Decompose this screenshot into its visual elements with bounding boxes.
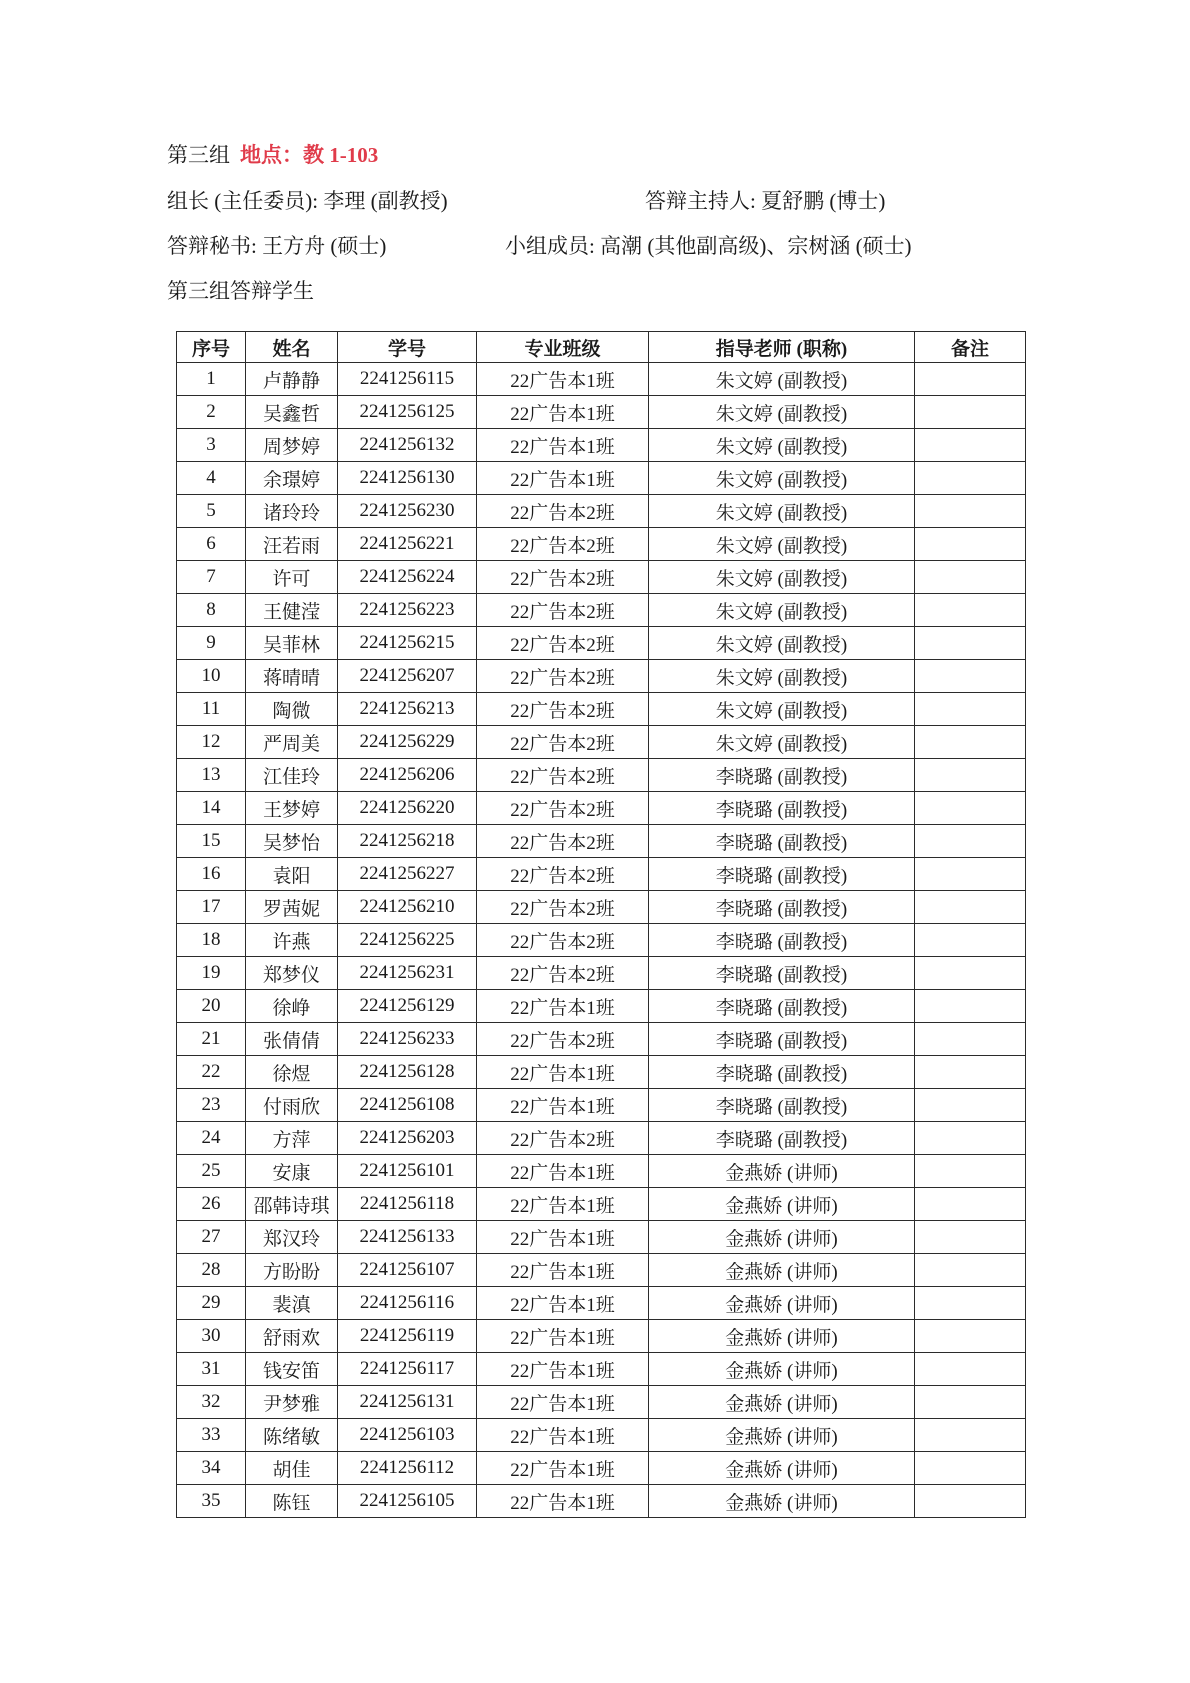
table-row [177, 1221, 1026, 1254]
cell-name: 胡佳 [246, 1452, 338, 1485]
table-row [177, 1320, 1026, 1353]
cell-note [915, 759, 1026, 792]
cell-student-id: 2241256107 [338, 1254, 477, 1287]
table-row [177, 924, 1026, 957]
cell-advisor: 朱文婷 (副教授) [649, 561, 915, 594]
cell-student-id: 2241256131 [338, 1386, 477, 1419]
cell-no: 34 [177, 1452, 246, 1485]
cell-class: 22广告本1班 [477, 1320, 649, 1353]
cell-advisor: 金燕娇 (讲师) [649, 1419, 915, 1452]
cell-class: 22广告本2班 [477, 1023, 649, 1056]
table-row [177, 825, 1026, 858]
cell-name: 陶微 [246, 693, 338, 726]
cell-advisor: 李晓璐 (副教授) [649, 1056, 915, 1089]
table-row [177, 759, 1026, 792]
cell-advisor: 李晓璐 (副教授) [649, 1089, 915, 1122]
cell-no: 10 [177, 660, 246, 693]
group-title: 第三组 [167, 143, 230, 167]
table-row [177, 528, 1026, 561]
table-row [177, 462, 1026, 495]
cell-class: 22广告本2班 [477, 891, 649, 924]
cell-note [915, 1122, 1026, 1155]
cell-student-id: 2241256116 [338, 1287, 477, 1320]
cell-class: 22广告本1班 [477, 1452, 649, 1485]
members-text: 小组成员: 高潮 (其他副高级)、宗树涵 (硕士) [505, 234, 912, 258]
cell-no: 28 [177, 1254, 246, 1287]
host-text: 答辩主持人: 夏舒鹏 (博士) [645, 189, 886, 213]
cell-student-id: 2241256223 [338, 594, 477, 627]
cell-note [915, 891, 1026, 924]
cell-advisor: 李晓璐 (副教授) [649, 825, 915, 858]
cell-class: 22广告本1班 [477, 396, 649, 429]
cell-note [915, 1353, 1026, 1386]
cell-advisor: 金燕娇 (讲师) [649, 1386, 915, 1419]
cell-student-id: 2241256132 [338, 429, 477, 462]
cell-no: 2 [177, 396, 246, 429]
table-header-row [177, 332, 1026, 363]
cell-no: 25 [177, 1155, 246, 1188]
cell-name: 裴滇 [246, 1287, 338, 1320]
cell-advisor: 金燕娇 (讲师) [649, 1221, 915, 1254]
committee-line-1 [167, 187, 1027, 215]
cell-advisor: 李晓璐 (副教授) [649, 891, 915, 924]
table-row [177, 792, 1026, 825]
cell-student-id: 2241256233 [338, 1023, 477, 1056]
cell-name: 安康 [246, 1155, 338, 1188]
cell-class: 22广告本2班 [477, 957, 649, 990]
cell-class: 22广告本2班 [477, 495, 649, 528]
cell-note [915, 1452, 1026, 1485]
cell-advisor: 朱文婷 (副教授) [649, 594, 915, 627]
cell-no: 5 [177, 495, 246, 528]
table-row [177, 561, 1026, 594]
cell-no: 8 [177, 594, 246, 627]
cell-student-id: 2241256130 [338, 462, 477, 495]
cell-class: 22广告本1班 [477, 1188, 649, 1221]
cell-advisor: 朱文婷 (副教授) [649, 396, 915, 429]
cell-advisor: 朱文婷 (副教授) [649, 726, 915, 759]
cell-student-id: 2241256118 [338, 1188, 477, 1221]
cell-student-id: 2241256221 [338, 528, 477, 561]
cell-name: 徐煜 [246, 1056, 338, 1089]
cell-advisor: 李晓璐 (副教授) [649, 858, 915, 891]
cell-advisor: 金燕娇 (讲师) [649, 1155, 915, 1188]
table-body [177, 363, 1026, 1518]
cell-note [915, 561, 1026, 594]
table-row [177, 594, 1026, 627]
cell-note [915, 429, 1026, 462]
cell-name: 诸玲玲 [246, 495, 338, 528]
cell-no: 1 [177, 363, 246, 396]
cell-no: 12 [177, 726, 246, 759]
table-row [177, 1287, 1026, 1320]
cell-advisor: 李晓璐 (副教授) [649, 792, 915, 825]
cell-no: 32 [177, 1386, 246, 1419]
table-row [177, 1386, 1026, 1419]
cell-class: 22广告本2班 [477, 858, 649, 891]
cell-note [915, 396, 1026, 429]
cell-class: 22广告本2班 [477, 825, 649, 858]
cell-name: 王健滢 [246, 594, 338, 627]
cell-class: 22广告本1班 [477, 1485, 649, 1518]
cell-class: 22广告本2班 [477, 759, 649, 792]
cell-name: 郑梦仪 [246, 957, 338, 990]
cell-note [915, 1287, 1026, 1320]
table-row [177, 1419, 1026, 1452]
cell-note [915, 1485, 1026, 1518]
cell-no: 26 [177, 1188, 246, 1221]
cell-no: 31 [177, 1353, 246, 1386]
cell-name: 徐峥 [246, 990, 338, 1023]
cell-student-id: 2241256227 [338, 858, 477, 891]
cell-class: 22广告本1班 [477, 429, 649, 462]
cell-class: 22广告本2班 [477, 660, 649, 693]
cell-name: 方萍 [246, 1122, 338, 1155]
cell-name: 许燕 [246, 924, 338, 957]
cell-advisor: 李晓璐 (副教授) [649, 759, 915, 792]
cell-advisor: 朱文婷 (副教授) [649, 462, 915, 495]
cell-note [915, 1089, 1026, 1122]
cell-name: 郑汉玲 [246, 1221, 338, 1254]
cell-note [915, 660, 1026, 693]
cell-student-id: 2241256224 [338, 561, 477, 594]
table-row [177, 1353, 1026, 1386]
cell-advisor: 李晓璐 (副教授) [649, 1122, 915, 1155]
cell-name: 舒雨欢 [246, 1320, 338, 1353]
cell-class: 22广告本2班 [477, 693, 649, 726]
table-row [177, 396, 1026, 429]
cell-advisor: 金燕娇 (讲师) [649, 1353, 915, 1386]
cell-student-id: 2241256210 [338, 891, 477, 924]
cell-advisor: 朱文婷 (副教授) [649, 660, 915, 693]
cell-note [915, 792, 1026, 825]
cell-student-id: 2241256215 [338, 627, 477, 660]
leader-text: 组长 (主任委员): 李理 (副教授) [167, 189, 448, 213]
cell-name: 江佳玲 [246, 759, 338, 792]
table-row [177, 429, 1026, 462]
cell-class: 22广告本1班 [477, 1221, 649, 1254]
location-label: 地点：教 1-103 [240, 143, 379, 167]
table-row [177, 858, 1026, 891]
cell-student-id: 2241256101 [338, 1155, 477, 1188]
students-table [176, 331, 1026, 1518]
cell-name: 余璟婷 [246, 462, 338, 495]
cell-student-id: 2241256125 [338, 396, 477, 429]
cell-student-id: 2241256128 [338, 1056, 477, 1089]
cell-student-id: 2241256225 [338, 924, 477, 957]
table-row [177, 363, 1026, 396]
cell-note [915, 990, 1026, 1023]
table-row [177, 660, 1026, 693]
group-title-line [167, 141, 378, 169]
cell-student-id: 2241256129 [338, 990, 477, 1023]
cell-no: 3 [177, 429, 246, 462]
cell-note [915, 1221, 1026, 1254]
cell-note [915, 726, 1026, 759]
cell-note [915, 462, 1026, 495]
cell-class: 22广告本2班 [477, 792, 649, 825]
cell-advisor: 金燕娇 (讲师) [649, 1254, 915, 1287]
cell-no: 29 [177, 1287, 246, 1320]
cell-advisor: 金燕娇 (讲师) [649, 1287, 915, 1320]
cell-student-id: 2241256206 [338, 759, 477, 792]
cell-name: 张倩倩 [246, 1023, 338, 1056]
cell-no: 22 [177, 1056, 246, 1089]
table-header [177, 332, 1026, 363]
cell-student-id: 2241256103 [338, 1419, 477, 1452]
cell-no: 30 [177, 1320, 246, 1353]
cell-student-id: 2241256213 [338, 693, 477, 726]
cell-note [915, 363, 1026, 396]
cell-class: 22广告本1班 [477, 1386, 649, 1419]
secretary-text: 答辩秘书: 王方舟 (硕士) [167, 234, 387, 258]
cell-class: 22广告本2班 [477, 627, 649, 660]
cell-note [915, 924, 1026, 957]
cell-no: 17 [177, 891, 246, 924]
cell-advisor: 朱文婷 (副教授) [649, 363, 915, 396]
cell-no: 18 [177, 924, 246, 957]
column-header-note: 备注 [915, 332, 1026, 363]
cell-name: 钱安笛 [246, 1353, 338, 1386]
cell-note [915, 1254, 1026, 1287]
cell-name: 尹梦雅 [246, 1386, 338, 1419]
cell-student-id: 2241256218 [338, 825, 477, 858]
cell-advisor: 金燕娇 (讲师) [649, 1188, 915, 1221]
cell-name: 王梦婷 [246, 792, 338, 825]
cell-no: 11 [177, 693, 246, 726]
table-row [177, 495, 1026, 528]
cell-no: 21 [177, 1023, 246, 1056]
cell-name: 吴梦怡 [246, 825, 338, 858]
cell-note [915, 1320, 1026, 1353]
cell-name: 袁阳 [246, 858, 338, 891]
cell-name: 罗茜妮 [246, 891, 338, 924]
cell-note [915, 1023, 1026, 1056]
cell-no: 6 [177, 528, 246, 561]
cell-no: 15 [177, 825, 246, 858]
cell-student-id: 2241256229 [338, 726, 477, 759]
cell-note [915, 1056, 1026, 1089]
column-header-no: 序号 [177, 332, 246, 363]
cell-advisor: 朱文婷 (副教授) [649, 429, 915, 462]
cell-class: 22广告本2班 [477, 726, 649, 759]
cell-student-id: 2241256115 [338, 363, 477, 396]
table-row [177, 990, 1026, 1023]
cell-no: 13 [177, 759, 246, 792]
cell-student-id: 2241256207 [338, 660, 477, 693]
cell-advisor: 朱文婷 (副教授) [649, 693, 915, 726]
cell-class: 22广告本2班 [477, 594, 649, 627]
cell-no: 33 [177, 1419, 246, 1452]
cell-name: 严周美 [246, 726, 338, 759]
cell-note [915, 858, 1026, 891]
cell-student-id: 2241256203 [338, 1122, 477, 1155]
table-row [177, 693, 1026, 726]
cell-student-id: 2241256119 [338, 1320, 477, 1353]
cell-no: 23 [177, 1089, 246, 1122]
table-row [177, 891, 1026, 924]
cell-name: 陈钰 [246, 1485, 338, 1518]
cell-student-id: 2241256230 [338, 495, 477, 528]
cell-class: 22广告本2班 [477, 528, 649, 561]
column-header-student_id: 学号 [338, 332, 477, 363]
table-row [177, 726, 1026, 759]
cell-student-id: 2241256117 [338, 1353, 477, 1386]
cell-class: 22广告本1班 [477, 1353, 649, 1386]
table-caption: 第三组答辩学生 [167, 279, 314, 303]
cell-class: 22广告本1班 [477, 1155, 649, 1188]
cell-note [915, 495, 1026, 528]
cell-student-id: 2241256112 [338, 1452, 477, 1485]
cell-no: 7 [177, 561, 246, 594]
committee-line-2 [167, 232, 1027, 260]
cell-note [915, 1419, 1026, 1452]
cell-note [915, 1188, 1026, 1221]
table-row [177, 1089, 1026, 1122]
cell-advisor: 朱文婷 (副教授) [649, 495, 915, 528]
cell-student-id: 2241256108 [338, 1089, 477, 1122]
cell-advisor: 朱文婷 (副教授) [649, 627, 915, 660]
cell-name: 方盼盼 [246, 1254, 338, 1287]
table-row [177, 957, 1026, 990]
cell-advisor: 朱文婷 (副教授) [649, 528, 915, 561]
cell-note [915, 528, 1026, 561]
cell-class: 22广告本1班 [477, 1287, 649, 1320]
cell-class: 22广告本2班 [477, 1122, 649, 1155]
table-row [177, 1122, 1026, 1155]
cell-no: 20 [177, 990, 246, 1023]
cell-name: 陈绪敏 [246, 1419, 338, 1452]
cell-no: 24 [177, 1122, 246, 1155]
table-row [177, 1188, 1026, 1221]
cell-name: 许可 [246, 561, 338, 594]
cell-class: 22广告本1班 [477, 363, 649, 396]
table-row [177, 1254, 1026, 1287]
cell-name: 吴菲林 [246, 627, 338, 660]
cell-note [915, 627, 1026, 660]
cell-name: 蒋晴晴 [246, 660, 338, 693]
cell-name: 吴鑫哲 [246, 396, 338, 429]
cell-advisor: 李晓璐 (副教授) [649, 957, 915, 990]
cell-class: 22广告本1班 [477, 1056, 649, 1089]
cell-advisor: 李晓璐 (副教授) [649, 1023, 915, 1056]
table-row [177, 627, 1026, 660]
column-header-advisor: 指导老师 (职称) [649, 332, 915, 363]
cell-advisor: 李晓璐 (副教授) [649, 924, 915, 957]
cell-class: 22广告本1班 [477, 1254, 649, 1287]
cell-name: 汪若雨 [246, 528, 338, 561]
cell-name: 付雨欣 [246, 1089, 338, 1122]
table-row [177, 1056, 1026, 1089]
cell-note [915, 825, 1026, 858]
cell-advisor: 金燕娇 (讲师) [649, 1452, 915, 1485]
cell-no: 9 [177, 627, 246, 660]
cell-no: 19 [177, 957, 246, 990]
cell-no: 27 [177, 1221, 246, 1254]
cell-student-id: 2241256133 [338, 1221, 477, 1254]
cell-student-id: 2241256220 [338, 792, 477, 825]
cell-no: 14 [177, 792, 246, 825]
cell-advisor: 金燕娇 (讲师) [649, 1320, 915, 1353]
cell-note [915, 1155, 1026, 1188]
cell-class: 22广告本2班 [477, 924, 649, 957]
column-header-name: 姓名 [246, 332, 338, 363]
cell-advisor: 李晓璐 (副教授) [649, 990, 915, 1023]
cell-note [915, 957, 1026, 990]
cell-name: 卢静静 [246, 363, 338, 396]
cell-no: 35 [177, 1485, 246, 1518]
cell-class: 22广告本2班 [477, 561, 649, 594]
cell-class: 22广告本1班 [477, 1089, 649, 1122]
cell-student-id: 2241256231 [338, 957, 477, 990]
cell-name: 邵韩诗琪 [246, 1188, 338, 1221]
table-row [177, 1452, 1026, 1485]
cell-class: 22广告本1班 [477, 990, 649, 1023]
cell-note [915, 693, 1026, 726]
cell-advisor: 金燕娇 (讲师) [649, 1485, 915, 1518]
table-row [177, 1023, 1026, 1056]
cell-class: 22广告本1班 [477, 462, 649, 495]
cell-note [915, 1386, 1026, 1419]
column-header-class_name: 专业班级 [477, 332, 649, 363]
cell-student-id: 2241256105 [338, 1485, 477, 1518]
cell-name: 周梦婷 [246, 429, 338, 462]
cell-note [915, 594, 1026, 627]
cell-no: 16 [177, 858, 246, 891]
cell-no: 4 [177, 462, 246, 495]
table-row [177, 1155, 1026, 1188]
table-row [177, 1485, 1026, 1518]
cell-class: 22广告本1班 [477, 1419, 649, 1452]
